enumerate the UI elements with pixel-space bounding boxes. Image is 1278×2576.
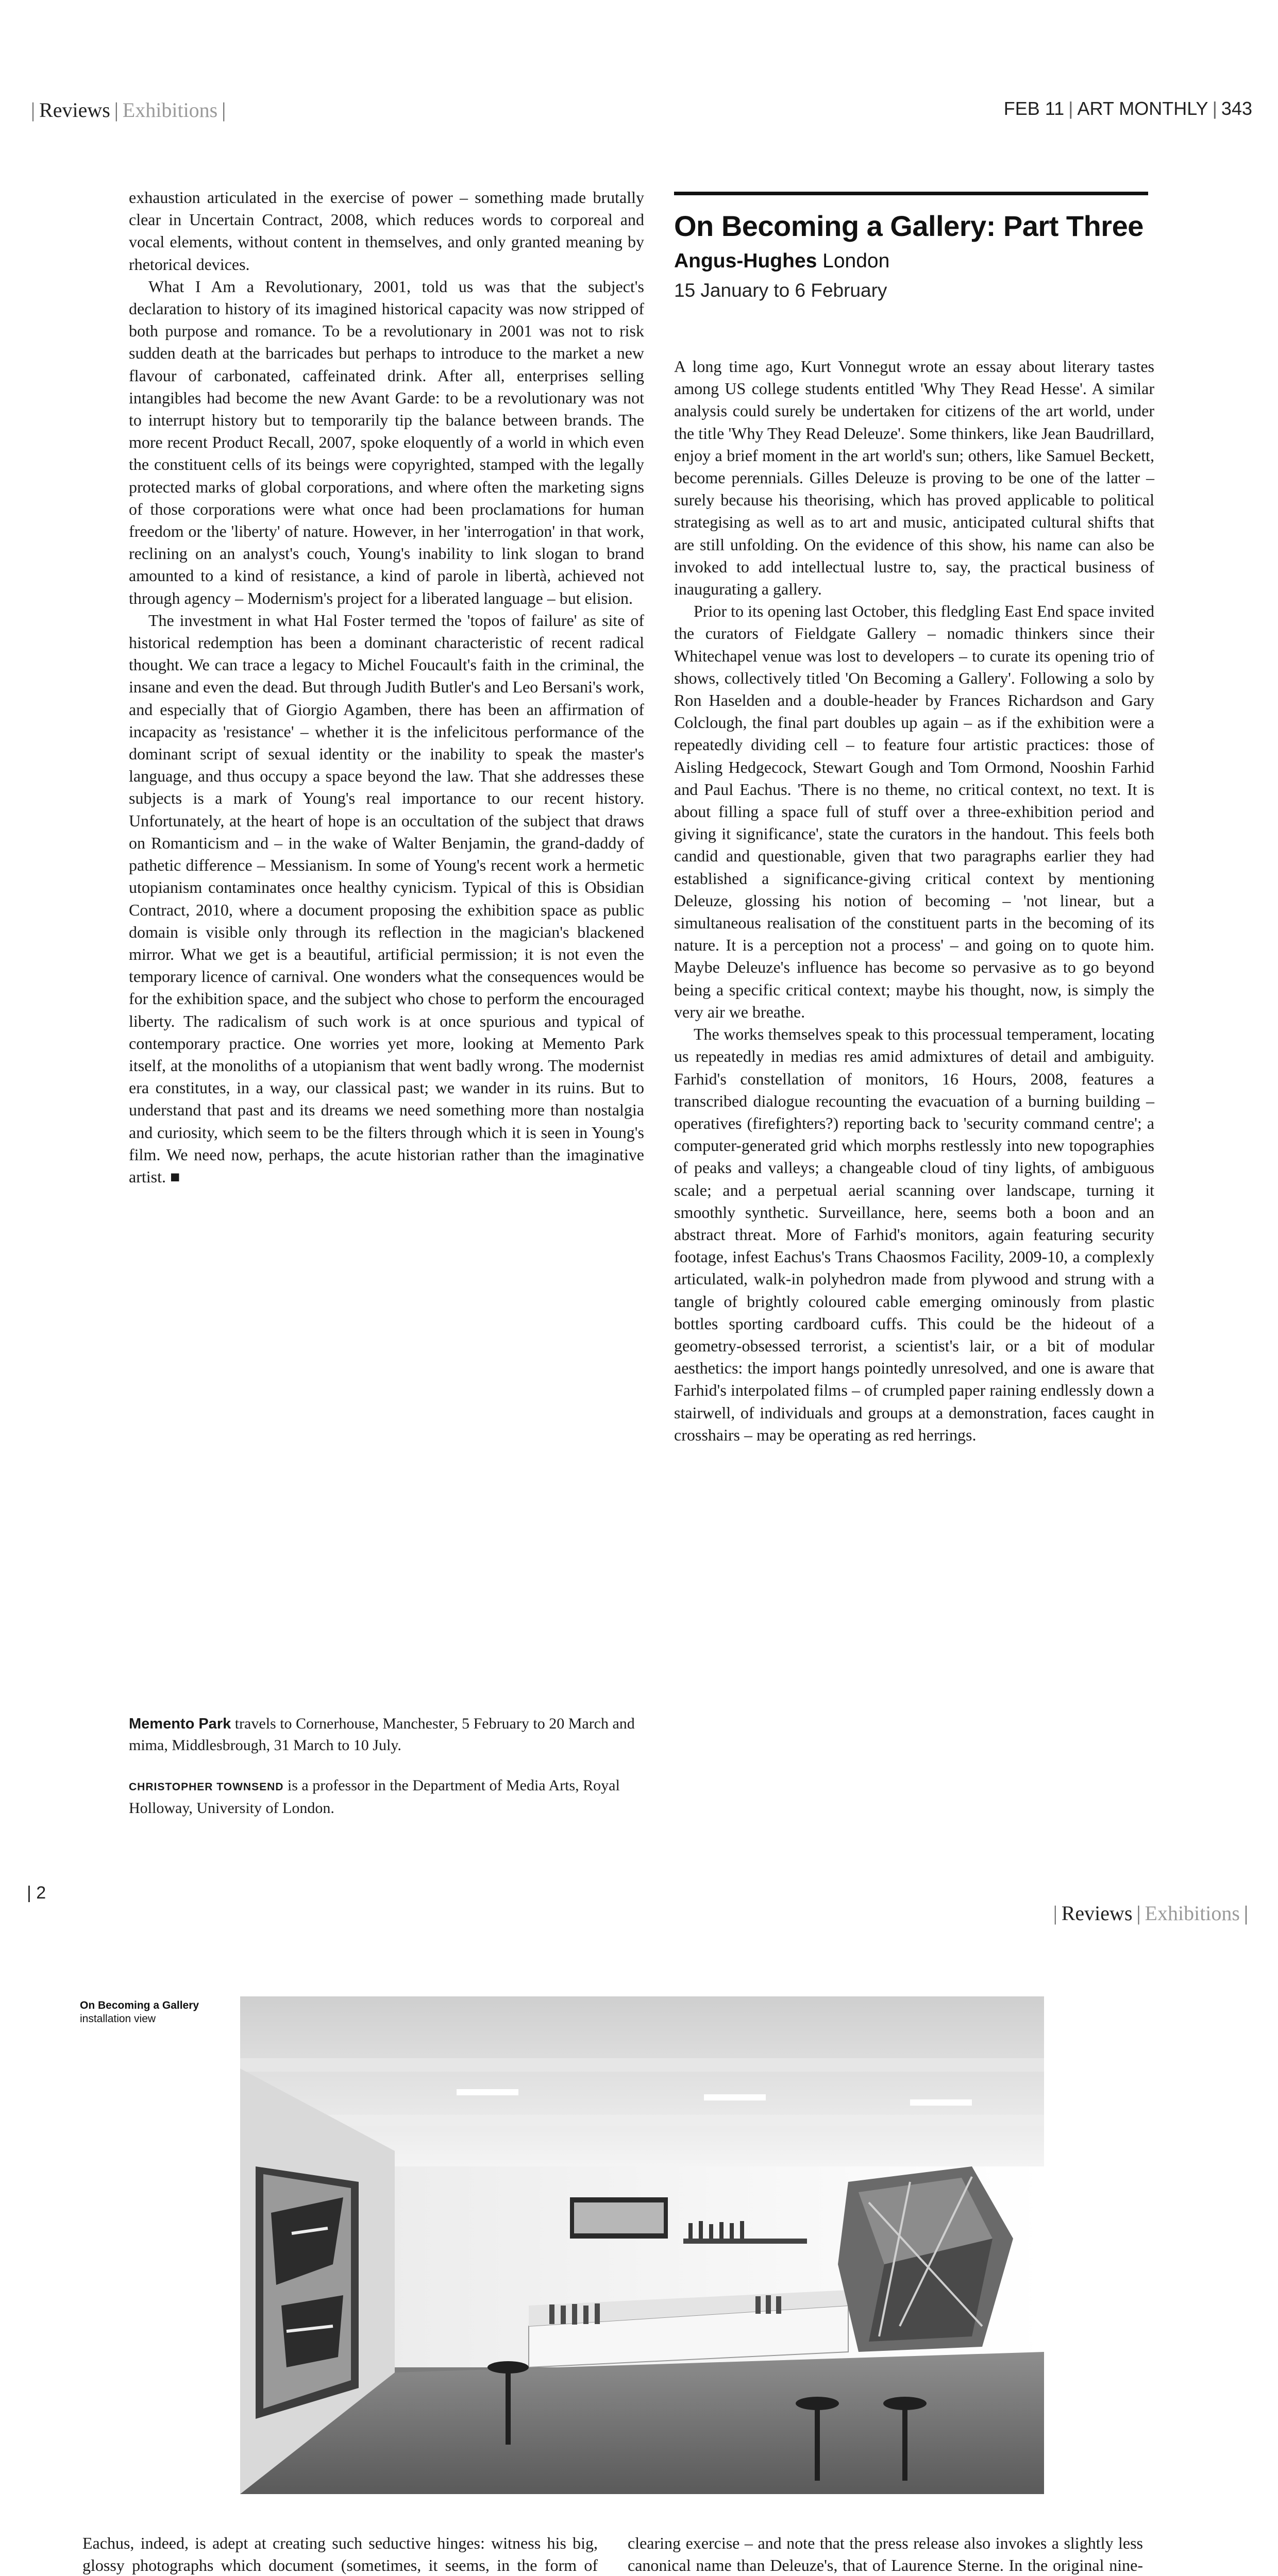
gallery-photo-illustration [240, 1996, 1044, 2494]
venue-city: London [822, 250, 890, 272]
info-text: travels to Cornerhouse, Manchester, 5 February to 20 March and mima, Middlesbrough, 31 March to 10 July. [129, 1715, 635, 1754]
article2-body-end [628, 2532, 1143, 2576]
article1-paragraph: What I Am a Revolutionary, 2001, told us was that the subject's declaration to history of its imagined historical capacity was now stripped of both purpose and romance. To be a revolutionary in 2001 was not to risk sudden death at the barricades but perhaps to introduce to the market a new flavour of carbonated, caffeinated drink. After all, enterprises selling intangibles had become the new Avant Garde: to be a revolutionary was not to interrupt history but to temporarily tip the balance between brands. The more recent Product Recall, 2007, spoke eloquently of a world in which even the constituent cells of its beings were copyrighted, stamped with the legally protected marks of global corporations, and where often the marketing signs of those corporations were what once had been proclamations for human freedom or the 'liberty' of nature. However, in her 'interrogation' in that work, reclining on an analyst's couch, Young's inability to link slogan to brand amounted to a kind of resistance, a kind of parole in libertà, achieved not through agency – Modernism's project for a liberated language – but elision. [129, 277, 644, 607]
gallery-installation-photo [240, 1996, 1044, 2494]
running-head-right: FEB 11 | ART MONTHLY | 343 [1003, 98, 1252, 119]
running-head-mid: | Reviews | Exhibitions | [1053, 1902, 1248, 1925]
article2-paragraph: The works themselves speak to this processual temperament, locating us repeatedly in medias res amid admixtures of detail and ambiguity. Farhid's constellation of monitors, 16 Hours, 2008, features a transcribed dialogue recounting the evacuation of a burning building – operatives (firefighters?) reporting back to 'security command centre'; a computer-generated grid which morphs restlessly into new topographies of peaks and valleys; a changeable cloud of tiny lights, of ambiguous scale; and a perpetual aerial scanning over landscape, turning it smoothly synthetic. Surveillance, here, seems both a boon and an abstract threat. More of Farhid's monitors, again featuring security footage, infest Eachus's Trans Chaosmos Facility, 2009-10, a complexly articulated, walk-in polyhedron made from plywood and strung with a tangle of brightly coloured cable emerging ominously from plastic bottles sporting cardboard cuffs. This could be the hideout of a geometry-obsessed terrorist, a scientist's lair, or a bit of modular aesthetics: the import hangs pointedly unresolved, and one is aware that Farhid's interpolated films – of crumpled paper raining endlessly down a stairwell, of individuals and groups at a demonstration, faces caught in crosshairs – may be operating as red herrings. [674, 1025, 1154, 1444]
article2-paragraph: Eachus, indeed, is adept at creating such seductive hinges: witness his big, glossy photographs which document (sometimes, it seems, in the form of [82, 2534, 598, 2575]
article1-paragraph: The investment in what Hal Foster termed the 'topos of failure' as site of historical redemption has been a dominant characteristic of recent radical thought. We can trace a legacy to Michel Foucault's faith in the criminal, the insane and even the dead. But through Judith Butler's and Leo Bersani's work, and especially that of Giorgio Agamben, there has been an affirmation of incapacity as 'resistance' – whether it is the infelicitous performance of the dominant script of sexual identity or the inability to speak the master's language, and thus occupy a space beyond the law. That she addresses these subjects is a mark of Young's real importance to our recent history. Unfortunately, at the heart of hope is an occultation of the subject that draws on Romanticism and – in the wake of Walter Benjamin, the grand-daddy of pathetic difference – Messianism. In some of Young's recent work a hermetic utopianism contaminates once healthy cynicism. Typical of this is Obsidian Contract, 2010, where a document proposing the exhibition space as public domain is visible only through its reflection in the magician's blackened mirror. What we get is a beautiful, artificial permission; it is not even the temporary licence of carnival. One wonders what the consequences would be for the exhibition space, and the subject who chose to perform the encouraged liberty. The radicalism of such work is at once spurious and typical of contemporary practice. One worries yet more, looking at Memento Park itself, at the monoliths of a utopianism that went badly wrong. The modernist era constitutes, in a way, our classical past; we wander in its ruins. But to understand that past and its dreams we need something more than nostalgia and curiosity, which seem to be the filters through which it is seen in Young's film. We need now, perhaps, the acute historian rather than the imaginative artist. ■ [129, 611, 644, 1186]
article2-body-top [674, 355, 1154, 1446]
photo-caption [80, 1999, 229, 2026]
magazine-name: ART MONTHLY [1077, 98, 1208, 119]
author-bio: is a professor in the Department of Media Arts, Royal Holloway, University of London. [129, 1777, 620, 1817]
article2-title: On Becoming a Gallery: Part Three [674, 210, 1144, 242]
caption-subtitle: installation view [80, 2013, 156, 2025]
info-title: Memento Park [129, 1716, 231, 1732]
section-label: Reviews [39, 98, 110, 122]
article2-paragraph: A long time ago, Kurt Vonnegut wrote an essay about literary tastes among US college students entitled 'Why They Read Hesse'. A similar analysis could surely be undertaken for citizens of the art world, under the title 'Why They Read Deleuze'. Some thinkers, like Jean Baudrillard, enjoy a brief moment in the art world's sun; others, like Samuel Beckett, become perennials. Gilles Deleuze is proving to be one of the latter – surely because his theorising, which has proved applicable to political strategising as well as to art and music, anticipated cultural shifts that are still unfolding. On the evidence of this show, his name can also be invoked to add intellectual lustre to, say, the practical business of inaugurating a gallery. [674, 357, 1154, 599]
article2-dates: 15 January to 6 February [674, 280, 887, 301]
issue-number: 343 [1221, 98, 1252, 119]
article2-body-lower [82, 2532, 598, 2576]
article2-paragraph: Prior to its opening last October, this fledgling East End space invited the curators of Fieldgate Gallery – nomadic thinkers since their Whitechapel venue was lost to developers – to curate its opening trio of shows, collectively titled 'On Becoming a Gallery'. Following a solo by Ron Haselden and a double-header by Frances Richardson and Gary Colclough, the final part doubles up again – as if the exhibition were a repeatedly dividing cell – to feature four artistic practices: those of Aisling Hedgecock, Stewart Gough and Tom Ormond, Nooshin Farhid and Paul Eachus. 'There is no theme, no critical context, no text. It is about filling a space full of stuff over a three-exhibition period and giving it significance', state the curators in the handout. This feels both candid and questionable, given that two paragraphs earlier they had established a significance-giving critical context by mentioning Deleuze, glossing his notion of becoming – 'not linear, but a simultaneous realisation of the constituent parts in the becoming of its nature. It is a perception not a process' – and going on to quote him. Maybe Deleuze's influence has become so pervasive as to go beyond being a specific critical context; maybe his thought, now, is simply the very air we breathe. [674, 602, 1154, 1021]
mid-left-folio: | 2 [27, 1883, 46, 1903]
article2-rule [674, 192, 1148, 195]
caption-title: On Becoming a Gallery [80, 1999, 199, 2011]
running-head-left: | Reviews | Exhibitions | [31, 98, 226, 122]
section-label: Reviews [1061, 1902, 1133, 1925]
issue-date: FEB 11 [1003, 98, 1065, 119]
article2-venue [674, 249, 1148, 273]
article1-byline [129, 1775, 644, 1819]
article1-paragraph: exhaustion articulated in the exercise of power – something made brutally clear in Uncertain Contract, 2008, which reduces words to corporeal and vocal elements, without content in themselves, and only granted meaning by rhetorical devices. [129, 188, 644, 274]
article1-info [129, 1713, 644, 1756]
subsection-label: Exhibitions [1145, 1902, 1240, 1925]
article2-paragraph: clearing exercise – and note that the press release also invokes a slightly less canonical name than Deleuze's, that of Laurence Sterne. In the original nine- [628, 2534, 1143, 2575]
subsection-label: Exhibitions [122, 98, 218, 122]
venue-name: Angus-Hughes [674, 250, 817, 272]
author-name: CHRISTOPHER TOWNSEND [129, 1781, 284, 1793]
article1-body [129, 187, 644, 1188]
